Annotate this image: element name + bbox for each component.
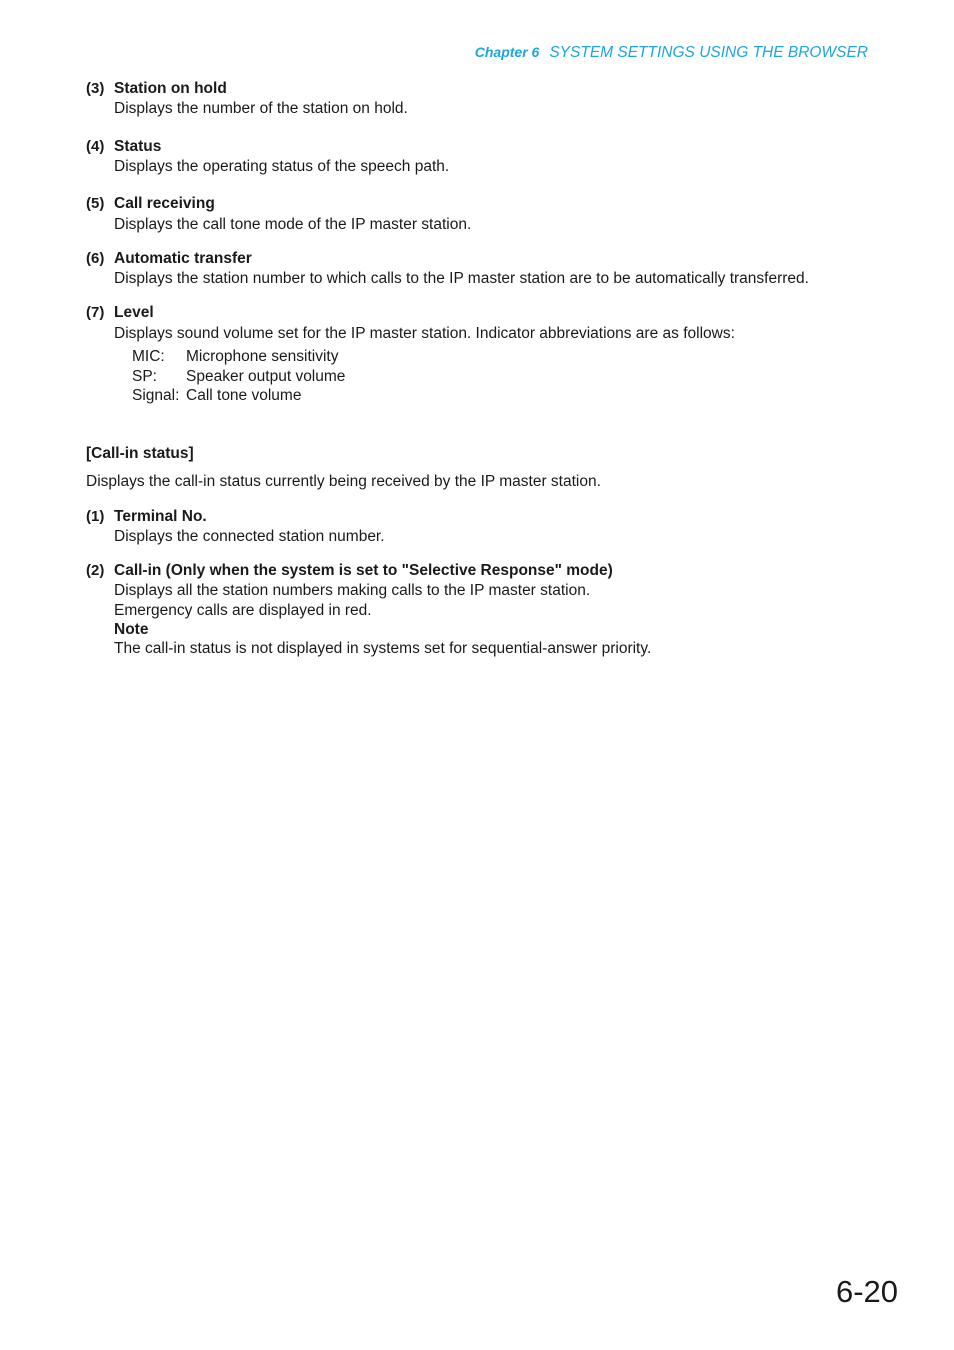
item-description: Displays all the station numbers making calls to the IP master station. <box>114 582 591 599</box>
item-title: Level <box>114 304 154 321</box>
item-description: Displays the station number to which calls to the IP master station are to be automatically transferred. <box>114 270 809 287</box>
item-description: Displays the number of the station on hold. <box>114 100 408 117</box>
abbreviation-value: Speaker output volume <box>186 368 346 385</box>
abbreviation-value: Call tone volume <box>186 387 302 404</box>
item-number: (4) <box>86 138 105 155</box>
abbreviation-key: SP: <box>132 368 157 385</box>
item-number: (7) <box>86 304 105 321</box>
item-title: Call receiving <box>114 195 215 212</box>
section-intro: Displays the call-in status currently being received by the IP master station. <box>86 473 601 490</box>
item-description: Displays the connected station number. <box>114 528 385 545</box>
item-description: Displays the call tone mode of the IP master station. <box>114 216 472 233</box>
section-heading: [Call-in status] <box>86 445 194 462</box>
item-title: Terminal No. <box>114 508 207 525</box>
item-title: Automatic transfer <box>114 250 252 267</box>
note-text: The call-in status is not displayed in systems set for sequential-answer priority. <box>114 640 652 657</box>
chapter-label: Chapter 6 <box>474 44 540 60</box>
item-number: (5) <box>86 195 105 212</box>
item-number: (1) <box>86 508 105 525</box>
chapter-title: SYSTEM SETTINGS USING THE BROWSER <box>549 44 868 61</box>
item-title: Status <box>114 138 162 155</box>
page-number: 6-20 <box>835 1274 898 1309</box>
item-number: (3) <box>86 80 105 97</box>
chapter-header <box>475 44 868 62</box>
item-title: Call-in (Only when the system is set to "Selective Response" mode) <box>114 562 613 579</box>
abbreviation-key: Signal: <box>132 387 180 404</box>
note-label: Note <box>114 621 149 638</box>
item-number: (6) <box>86 250 105 267</box>
item-number: (2) <box>86 562 105 579</box>
item-description: Displays the operating status of the speech path. <box>114 158 450 175</box>
item-description: Displays sound volume set for the IP master station. Indicator abbreviations are as follows: <box>114 325 735 342</box>
abbreviation-key: MIC: <box>132 348 165 365</box>
item-title: Station on hold <box>114 80 227 97</box>
abbreviation-value: Microphone sensitivity <box>186 348 339 365</box>
item-description: Emergency calls are displayed in red. <box>114 602 372 619</box>
